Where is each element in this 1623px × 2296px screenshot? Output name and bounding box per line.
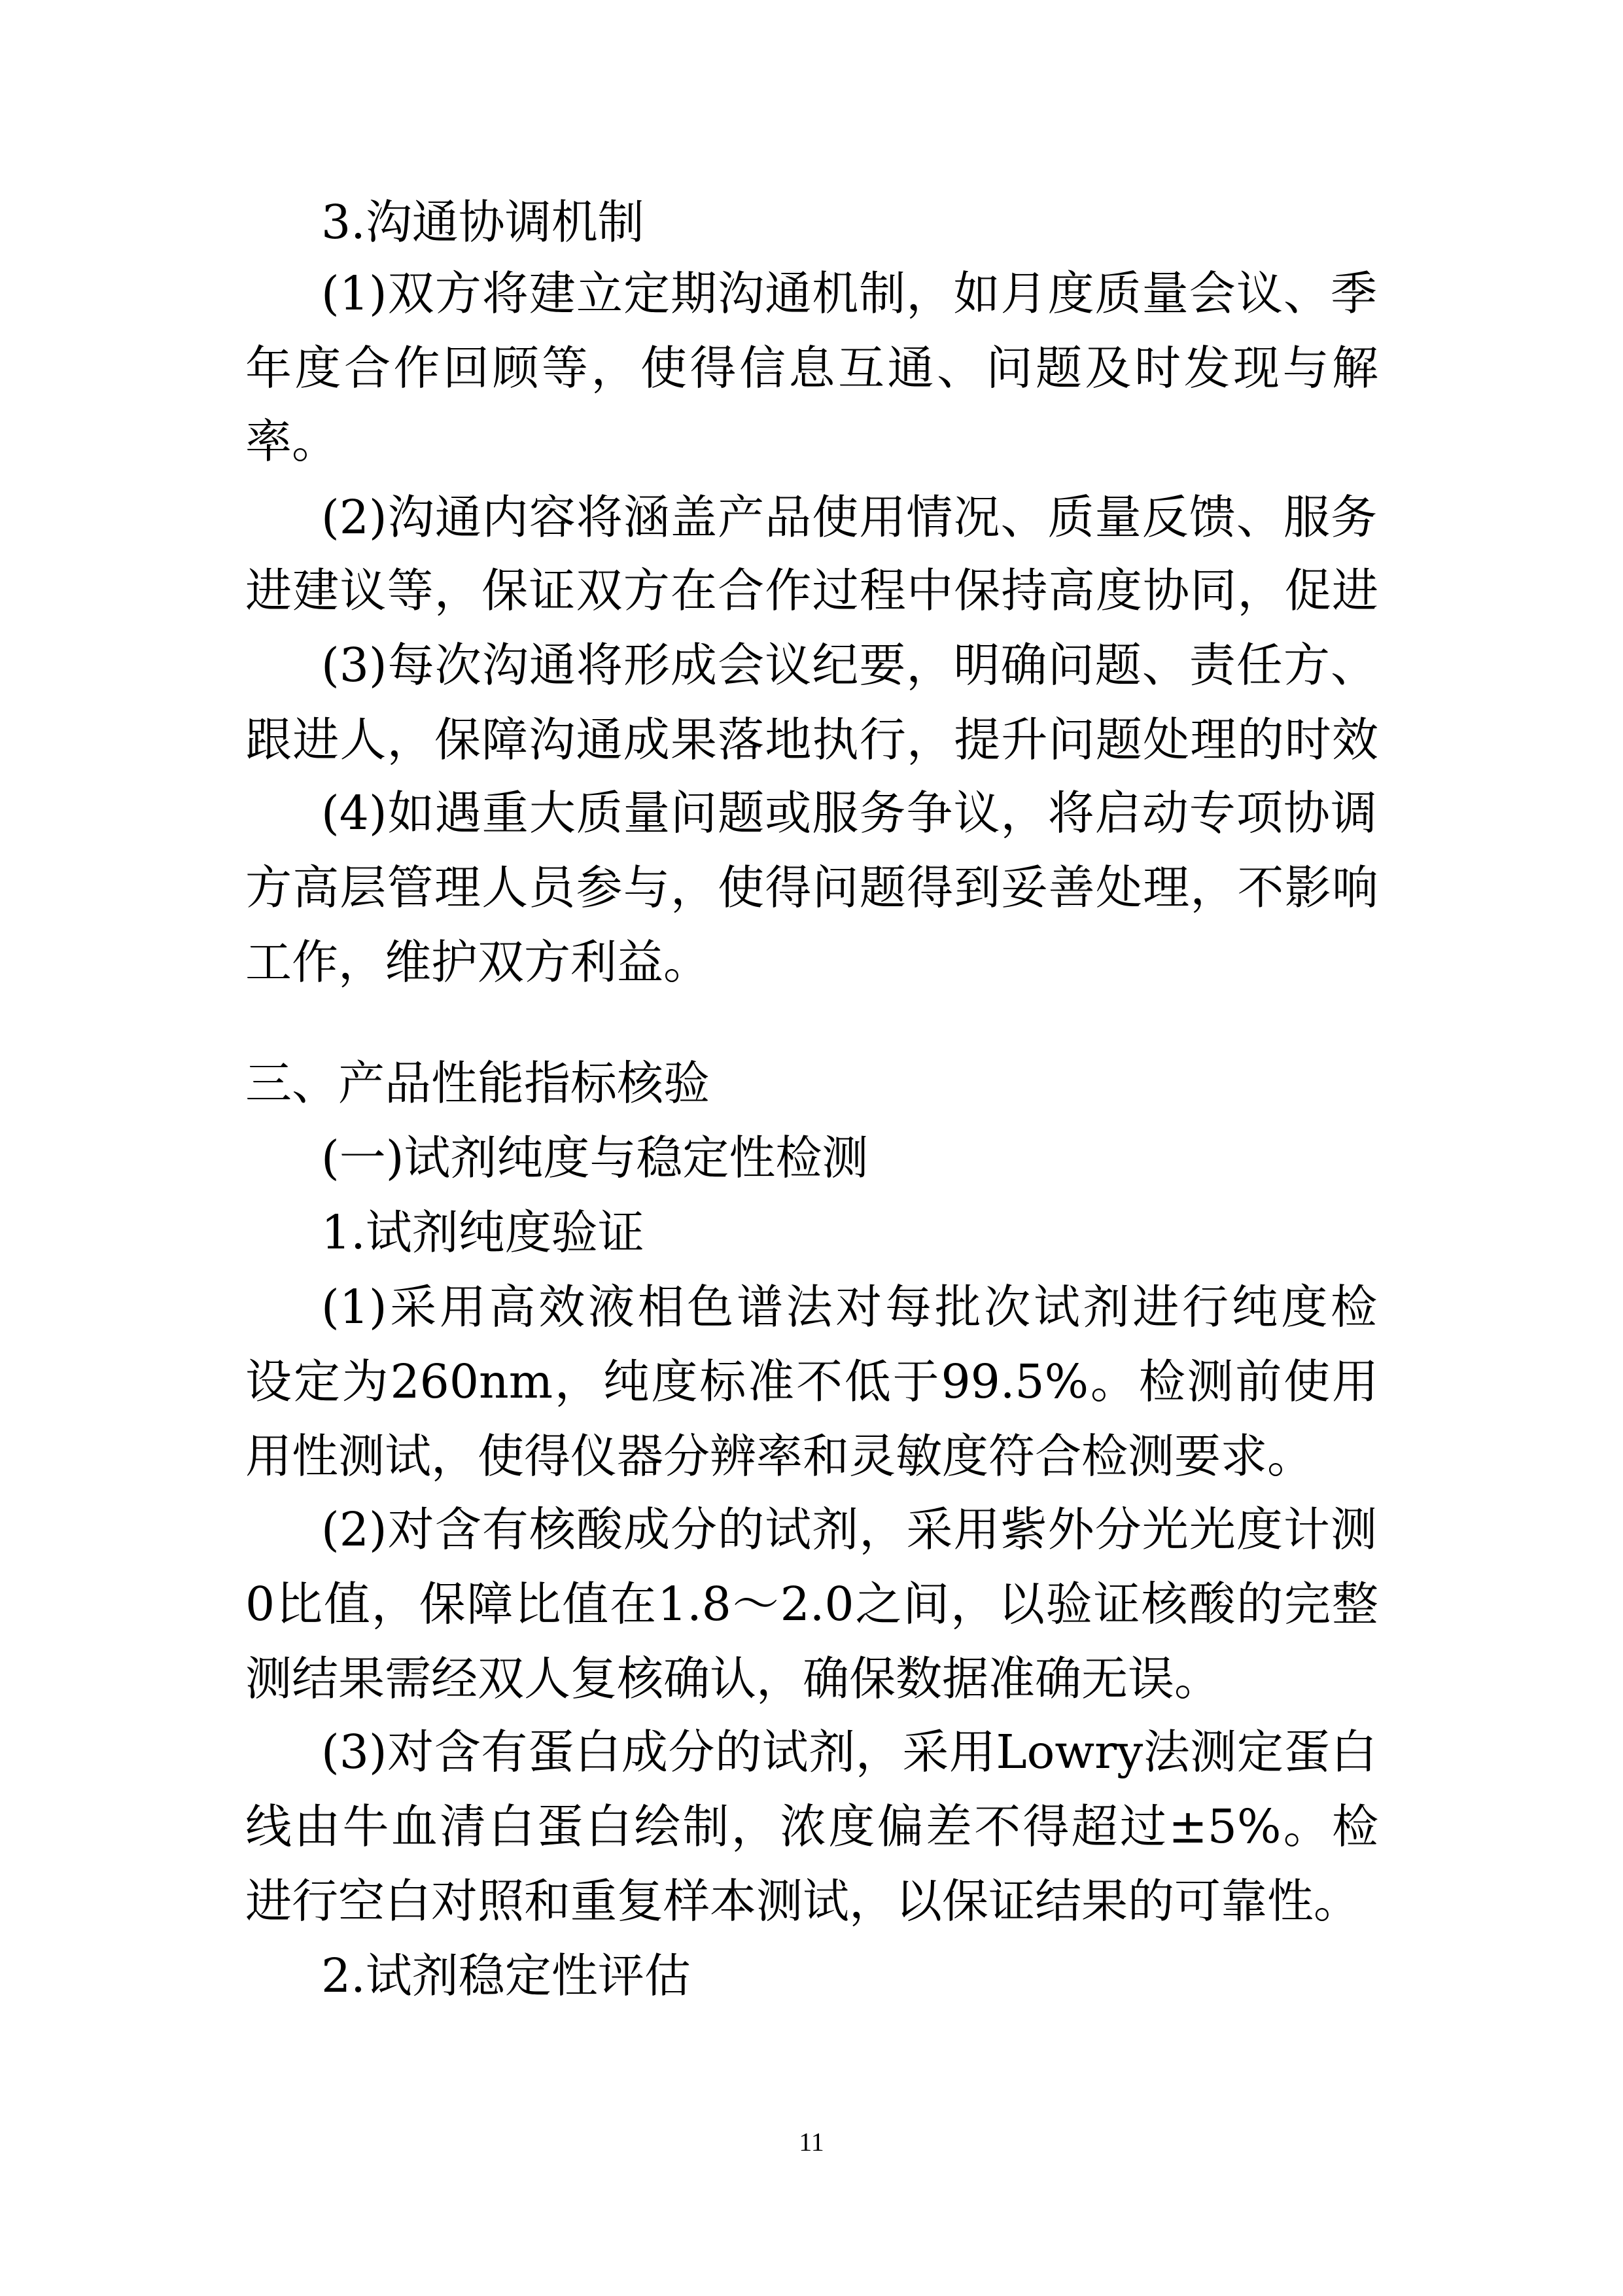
page-number: 11 bbox=[799, 2127, 824, 2157]
text-line: 年度合作回顾等，使得信息互通、问题及时发现与解 bbox=[245, 341, 1378, 395]
text-line: (2)沟通内容将涵盖产品使用情况、质量反馈、服务 bbox=[321, 490, 1377, 544]
text-line: 线由牛血清白蛋白绘制，浓度偏差不得超过±5%。检 bbox=[245, 1799, 1378, 1854]
text-line: 用性测试，使得仪器分辨率和灵敏度符合检测要求。 bbox=[245, 1429, 1314, 1483]
text-line: 率。 bbox=[245, 414, 339, 468]
text-line: (4)如遇重大质量问题或服务争议，将启动专项协调 bbox=[321, 786, 1377, 840]
text-line: 2.试剂稳定性评估 bbox=[321, 1949, 691, 2003]
text-line: 0比值，保障比值在1.8～2.0之间，以验证核酸的完整 bbox=[245, 1577, 1378, 1631]
text-line: (一)试剂纯度与稳定性检测 bbox=[321, 1131, 869, 1185]
text-line: 设定为260nm，纯度标准不低于99.5%。检测前使用 bbox=[245, 1354, 1378, 1409]
text-line: (2)对含有核酸成分的试剂，采用紫外分光光度计测 bbox=[321, 1502, 1377, 1557]
text-line: 3.沟通协调机制 bbox=[321, 195, 644, 249]
text-line: 测结果需经双人复核确认，确保数据准确无误。 bbox=[245, 1651, 1221, 1706]
text-line: 进行空白对照和重复样本测试，以保证结果的可靠性。 bbox=[245, 1874, 1361, 1928]
text-line: 1.试剂纯度验证 bbox=[321, 1205, 644, 1260]
text-line: 工作，维护双方利益。 bbox=[245, 935, 710, 989]
text-line: (1)双方将建立定期沟通机制，如月度质量会议、季 bbox=[321, 266, 1377, 321]
text-line: (3)对含有蛋白成分的试剂，采用Lowry法测定蛋白 bbox=[321, 1725, 1377, 1779]
text-line: 进建议等，保证双方在合作过程中保持高度协同，促进 bbox=[245, 563, 1378, 618]
text-line: 跟进人，保障沟通成果落地执行，提升问题处理的时效 bbox=[245, 713, 1378, 767]
text-line: (3)每次沟通将形成会议纪要，明确问题、责任方、 bbox=[321, 638, 1377, 692]
section-heading: 三、产品性能指标核验 bbox=[245, 1056, 710, 1110]
text-line: (1)采用高效液相色谱法对每批次试剂进行纯度检 bbox=[321, 1280, 1377, 1334]
text-line: 方高层管理人员参与，使得问题得到妥善处理，不影响 bbox=[245, 860, 1378, 915]
